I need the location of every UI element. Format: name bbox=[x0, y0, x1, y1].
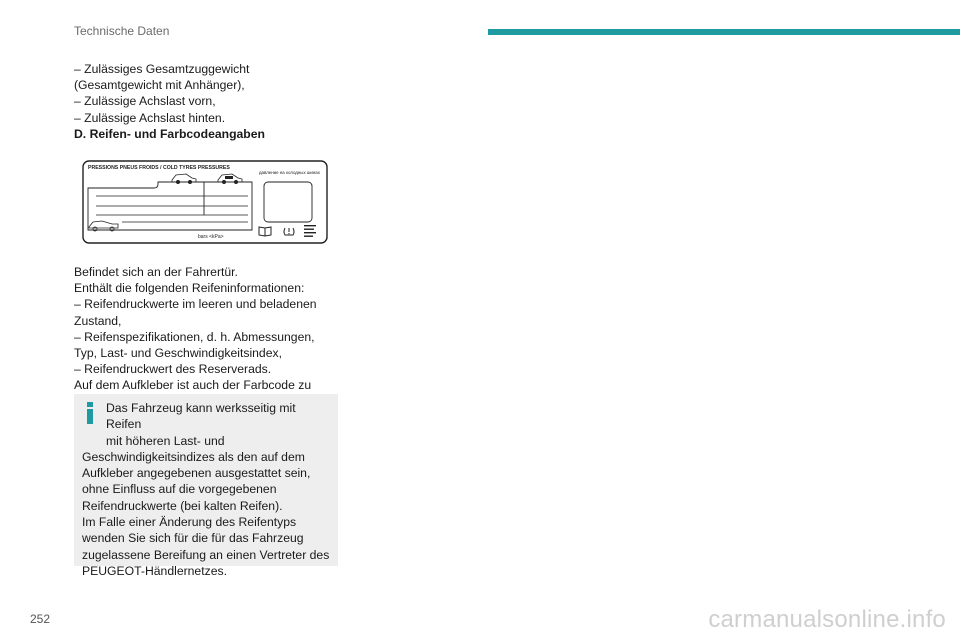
note-body: Im Falle einer Änderung des Reifentyps wenden Sie sich für die für das Fahrzeug zugelassene Bereifung an einen Vertreter des PEUGEOT-Händlernetzes. bbox=[82, 515, 330, 578]
tyre-pressure-label-figure bbox=[82, 160, 328, 244]
label-title: PRESSIONS PNEUS FROIDS / COLD TYRES PRESSURES bbox=[88, 165, 230, 171]
page-number: 252 bbox=[30, 612, 51, 626]
list-item: – Reifendruckwerte im leeren und beladenen Zustand, bbox=[74, 297, 317, 328]
section-heading: D. Reifen- und Farbcodeangaben bbox=[74, 126, 265, 141]
list-item: – Zulässige Achslast hinten. bbox=[74, 110, 226, 125]
note-body: Geschwindigkeitsindizes als den auf dem Aufkleber angegebenen ausgestattet sein, ohne Einfluss auf die vorgegebenen Reifendruckwerte (bei kalten Reifen). bbox=[82, 449, 311, 513]
label-title-ru: давление на холодных шинах bbox=[259, 170, 320, 175]
paragraph-line: Auf dem Aufkleber ist auch der Farbcode zu bbox=[74, 378, 312, 393]
sticker-description bbox=[74, 264, 340, 410]
weights-list bbox=[74, 61, 340, 142]
list-item: – Zulässige Achslast vorn, bbox=[74, 94, 216, 109]
watermark: carmanualsonline.info bbox=[708, 606, 946, 633]
info-note-box bbox=[74, 394, 338, 578]
header-accent-bar bbox=[488, 29, 960, 35]
paragraph-line: Befindet sich an der Fahrertür. bbox=[74, 265, 238, 279]
unit-text: bars <kPa> bbox=[198, 234, 224, 240]
note-line: mit höheren Last- und bbox=[106, 433, 225, 448]
note-line: Das Fahrzeug kann werksseitig mit Reifen bbox=[106, 401, 296, 432]
section-title: Technische Daten bbox=[74, 24, 170, 38]
list-item: – Reifenspezifikationen, d. h. Abmessungen, Typ, Last- und Geschwindigkeitsindex, bbox=[74, 329, 315, 361]
list-item: – Zulässiges Gesamtzuggewicht (Gesamtgewicht mit Anhänger), bbox=[74, 62, 250, 93]
paragraph-line: Enthält die folgenden Reifeninformationen: bbox=[74, 281, 305, 296]
list-item: – Reifendruckwert des Reserverads. bbox=[74, 362, 272, 377]
